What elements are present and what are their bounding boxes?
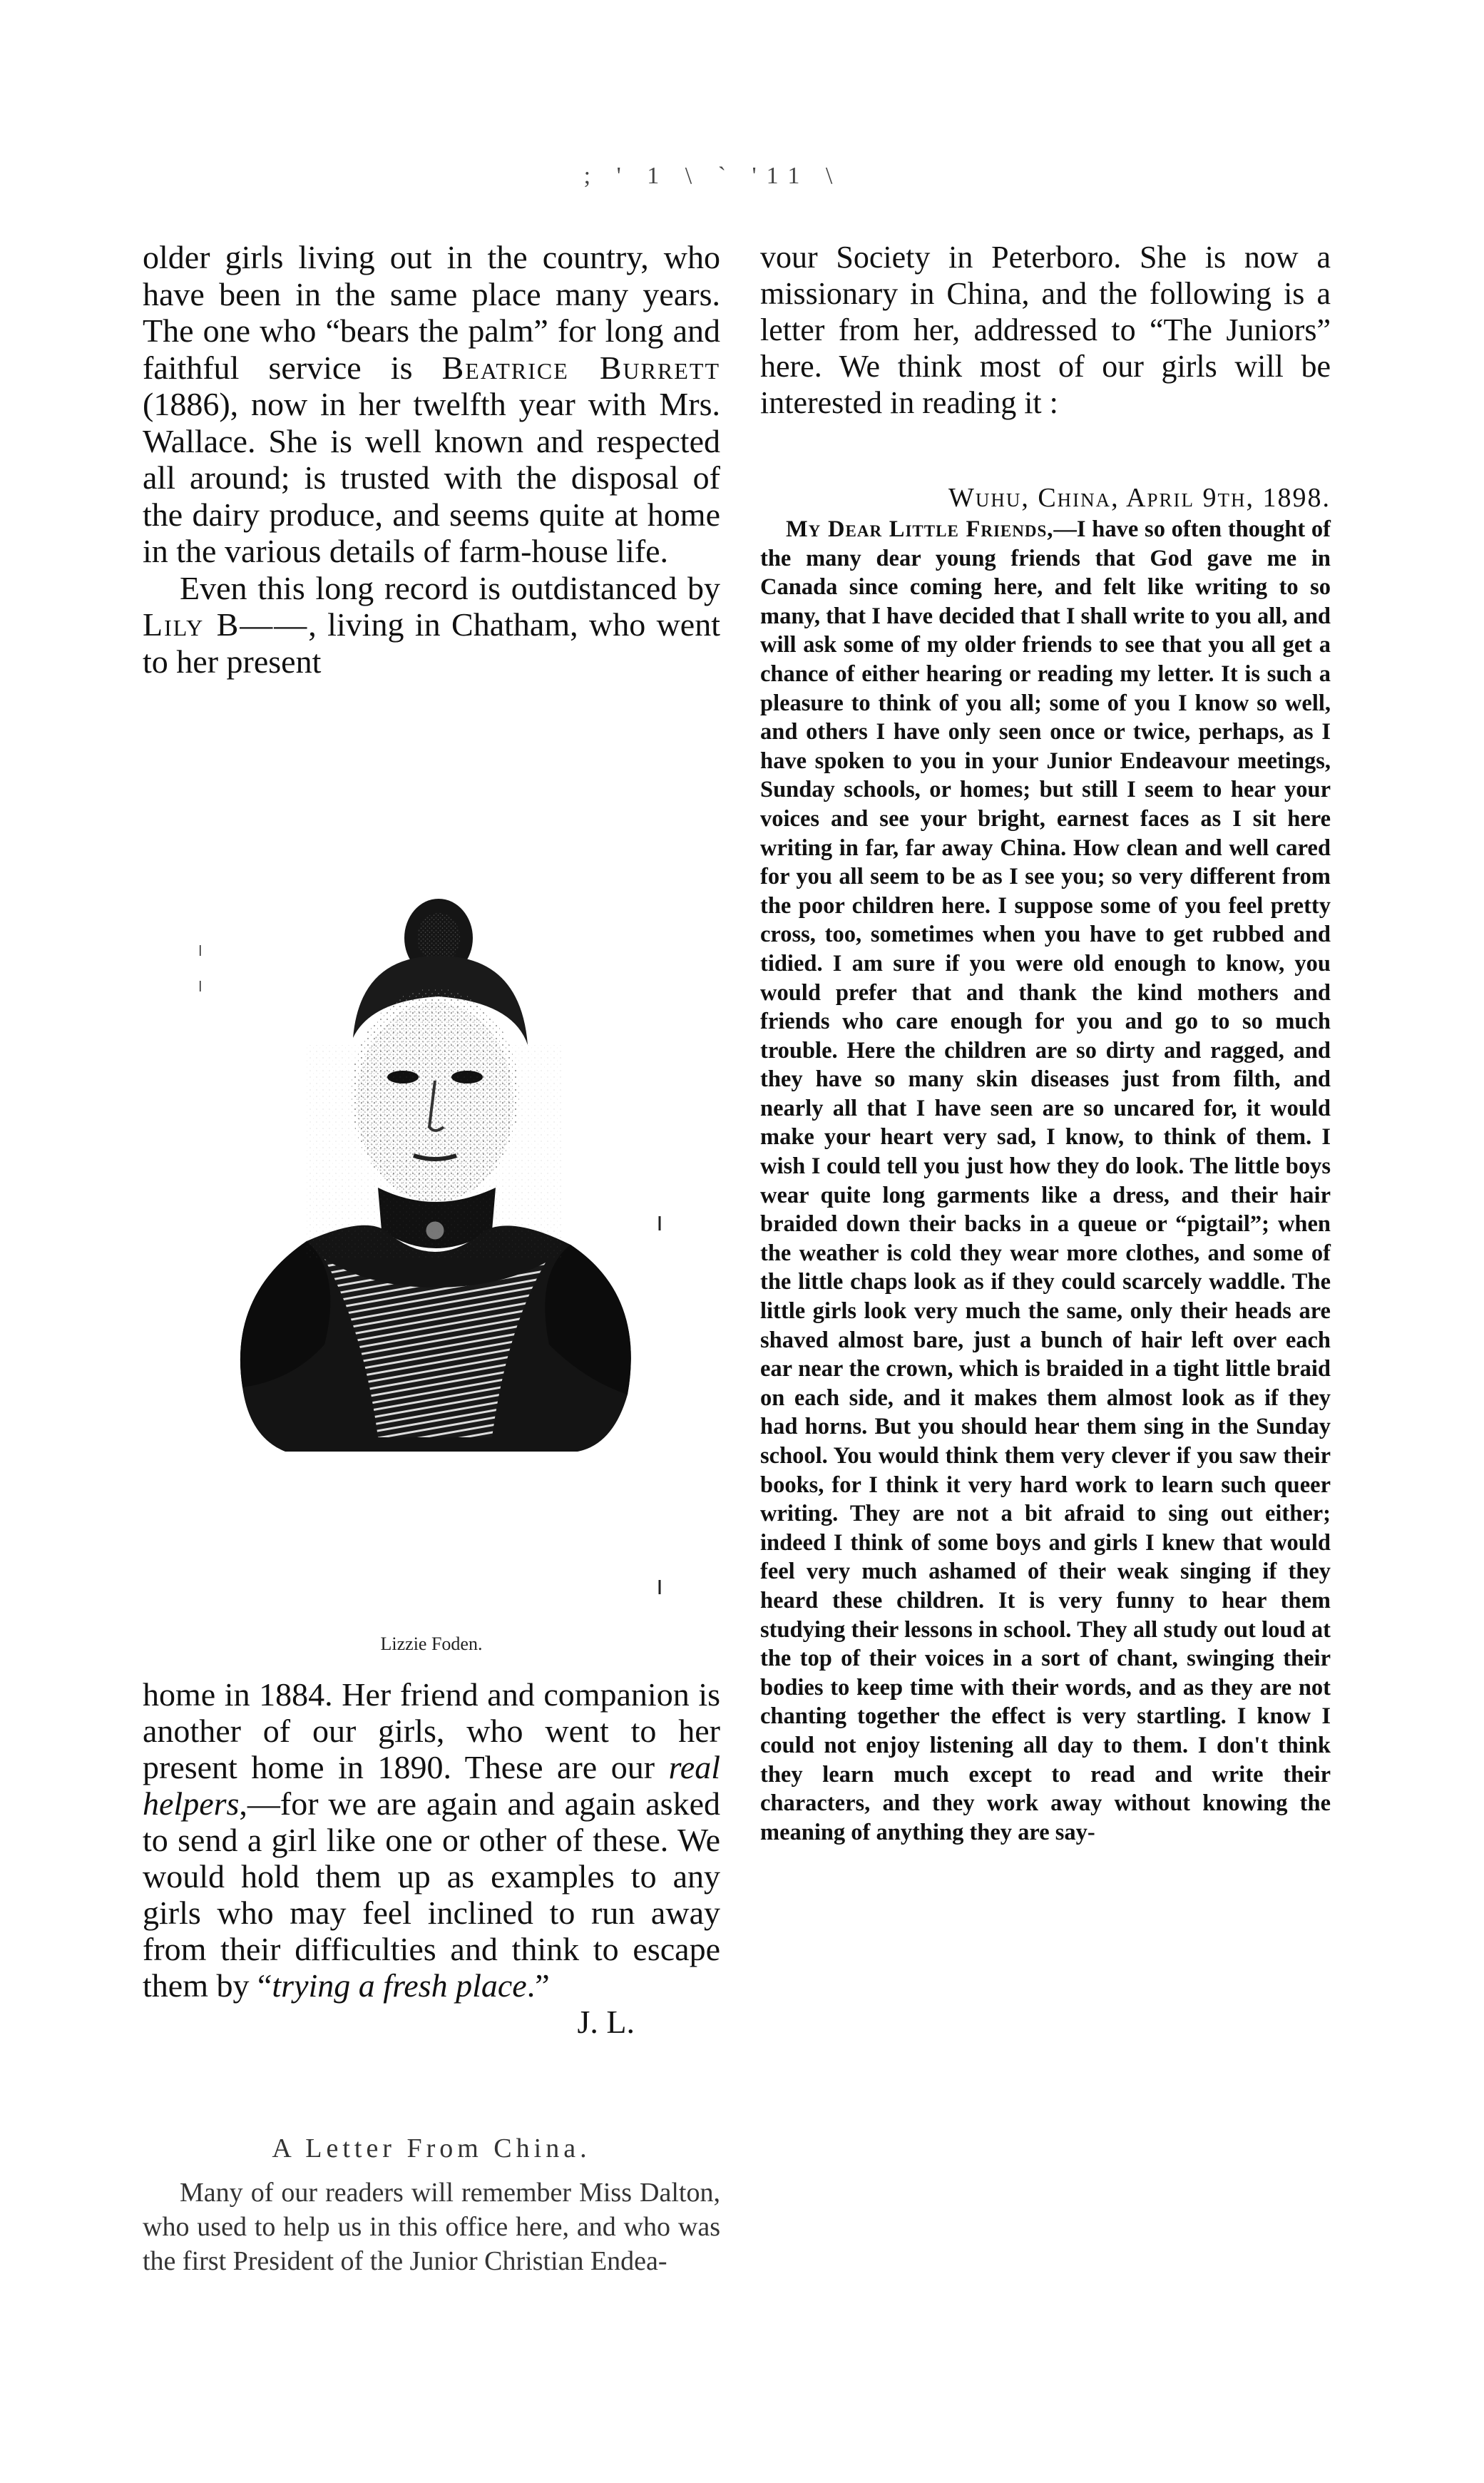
section-body <box>143 2176 720 2278</box>
running-head: ; ' 1 \ ` '11 \ <box>583 163 843 189</box>
left-column-lower <box>143 1676 720 2040</box>
para3-text-c: .” <box>526 1967 550 2004</box>
right-column-intro <box>760 239 1331 421</box>
name-lily: Lily B—— <box>143 606 309 643</box>
letter-body <box>760 515 1331 1847</box>
para3-emphasis: real helpers <box>143 1749 720 1822</box>
intro-paragraph: vour Society in Peterboro. She is now a missionary in China, and the following is a letter from her, addressed to “The Juniors” here. We think most of our girls will be interested in reading it : <box>760 240 1331 420</box>
para3-text-a: home in 1884. Her friend and companion is another of our girls, who went to her present home in 1890. These are our <box>143 1676 720 1785</box>
paragraph-helpers <box>143 1676 720 2004</box>
para3-text-b: ,—for we are again and again asked to send a girl like one or other of these. We would hold them up as examples to any girls who may feel inclined to run away from their difficulties and think to escape them by “ <box>143 1785 720 2004</box>
portrait-figure <box>164 831 699 1608</box>
paragraph-lily <box>143 570 720 680</box>
letter-dateline <box>760 482 1331 514</box>
para3-emphasis-2: trying a fresh place <box>272 1967 527 2004</box>
section-paragraph: Many of our readers will remember Miss Dalton, who used to help us in this office here, and who was the first President of the Junior Christian Endea- <box>143 2178 720 2276</box>
signature: J. L. <box>577 2004 635 2040</box>
portrait-photo-icon <box>200 831 663 1601</box>
letter-text: —I have so often thought of the many dear young friends that God gave me in Canada since coming here, and felt like writing to so many, that I have decided that I shall write to you all, and will ask some of my older friends to see that you all get a chance of either hearing or reading my letter. It is such a pleasure to think of you all; some of you I know so well, and others I have only seen once or twice, perhaps, as I have spoken to you in your Junior Endeavour meetings, Sunday schools, or homes; but still I seem to hear your voices and see your bright, earnest faces as I sit here writing in far, far away China. How clean and well cared for you all seem to be as I see you; so very different from the poor children here. I suppose some of you feel pretty cross, too, sometimes when you have to get rubbed and tidied. I am sure if you were old enough to know, you would prefer that and thank the kind mothers and friends who care enough for you and go to so much trouble. Here the children are so dirty and ragged, and they have so many skin diseases just from filth, and nearly all that I have seen are so uncared for, it would make your heart very sad, I know, to think of them. I wish I could tell you just how they do look. The little boys wear quite long garments like a dress, and their hair braided down their backs in a queue or “pigtail”; when the weather is cold they wear more clothes, and some of the little chaps look as if they could scarcely waddle. The little girls look very much the same, only their heads are shaved almost bare, just a bunch of hair left over each ear near the crown, which is braided in a tight little braid on each side, and it makes them almost look as if they had horns. But you should hear them sing in the Sunday school. You would think them very clever if you saw their books, for I think it very hard work to learn such queer writing. They are not a bit afraid to sing out either; indeed I think of some boys and girls I knew that would feel very much ashamed of their weak singing if they heard these children. It is very funny to hear them studying their lessons in school. They all study out loud at the top of their voices in a sort of chant, swinging their bodies to keep time with their words, and as they are not chanting together the effect is very startling. I know I could not enjoy listening all day to them. I don't think they learn much except to read and write their characters, and they work away without knowing the meaning of anything they are say- <box>760 516 1331 1845</box>
letter-paragraph <box>760 515 1331 1847</box>
figure-caption: Lizzie Foden. <box>380 1633 483 1654</box>
paragraph-service-record <box>143 239 720 570</box>
dateline-text: Wuhu, China, April 9th, 1898. <box>948 483 1331 513</box>
section-heading: A Letter From China. <box>272 2133 591 2163</box>
para1-text: older girls living out in the country, who have been in the same place many years. The one who “bears the palm” for long and faithful service is <box>143 239 720 386</box>
name-beatrice: Beatrice Burrett <box>441 349 720 386</box>
para1-rest: (1886), now in her twelfth year with Mrs. Wallace. She is well known and respected all around; is trusted with the disposal of the dairy produce, and seems quite at home in the various details of farm-house life. <box>143 386 720 569</box>
salutation: My Dear Little Friends, <box>786 516 1054 542</box>
left-column-upper <box>143 239 720 680</box>
para2-rest: , living in Chatham, who went to her present <box>143 606 721 680</box>
para2-text: Even this long record is outdistanced by <box>180 569 720 606</box>
signature-line <box>143 2004 720 2040</box>
